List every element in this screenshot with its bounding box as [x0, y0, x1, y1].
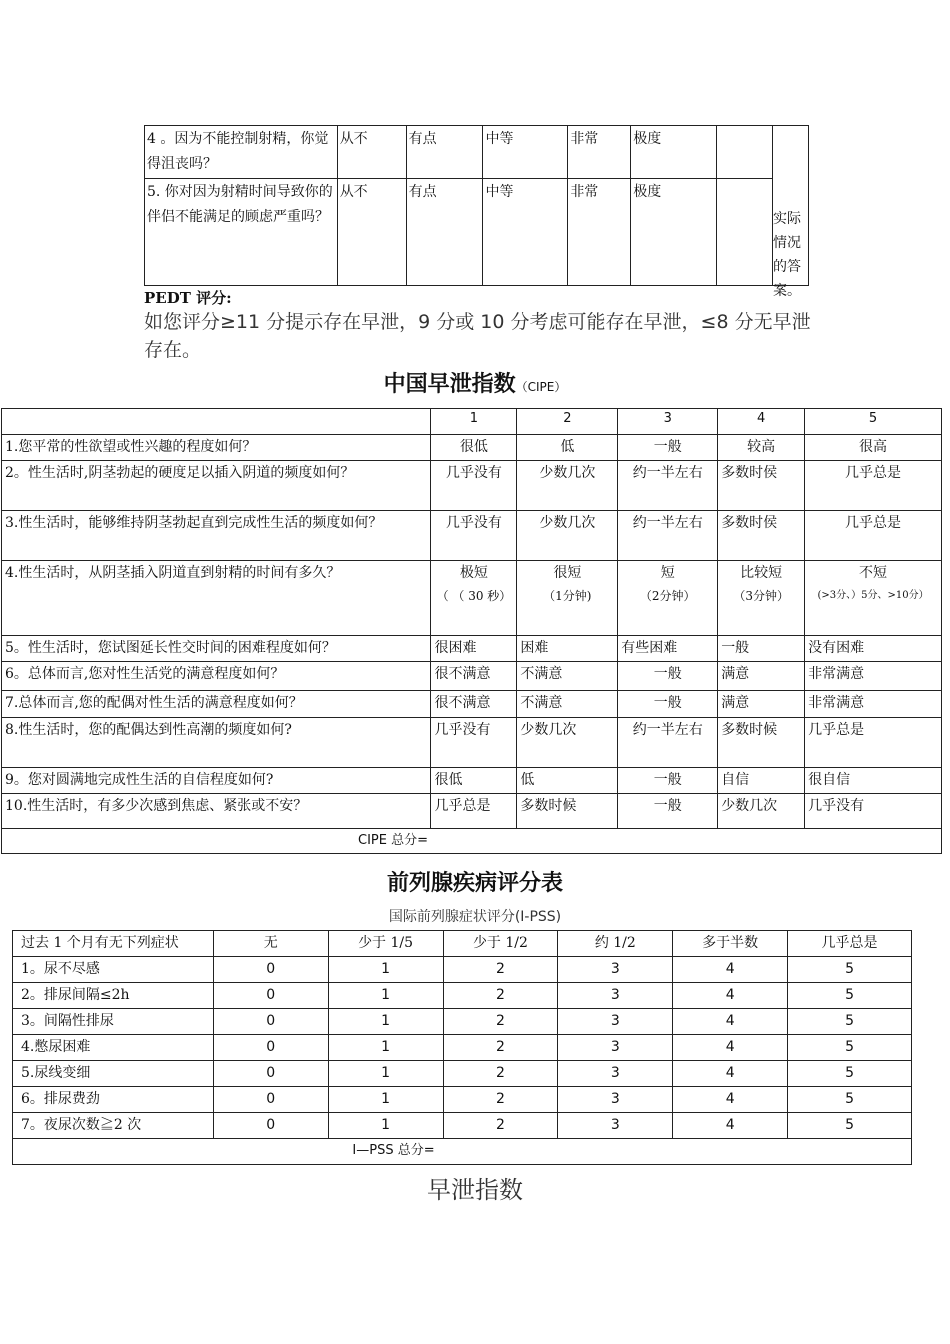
- cipe-answer-text: 短: [660, 565, 675, 581]
- pedt-option: 极度: [631, 179, 717, 286]
- cipe-total: CIPE 总分=: [2, 829, 942, 854]
- ipss-header: 过去 1 个月有无下列症状: [13, 931, 214, 957]
- cipe-answer-text: 很短: [553, 565, 582, 581]
- ipss-value: 5: [788, 1035, 912, 1061]
- ipss-value: 0: [213, 1061, 328, 1087]
- cipe-question: 9。您对圆满地完成性生活的自信程度如何?: [2, 768, 431, 794]
- cipe-answer: [805, 561, 942, 636]
- cipe-answer-sub: （ （ 30 秒）: [436, 589, 512, 603]
- pedt-option: 有点: [406, 179, 483, 286]
- cipe-answer: 非常满意: [805, 662, 942, 691]
- cipe-answer: 一般: [618, 691, 718, 718]
- table-row: [13, 983, 912, 1009]
- table-row: [2, 435, 942, 461]
- cipe-answer: 很低: [431, 435, 517, 461]
- cipe-question: 5。性生活时，您试图延长性交时间的困难程度如何？: [2, 636, 431, 662]
- pedt-score-cell: [717, 179, 773, 286]
- table-row: [13, 1113, 912, 1139]
- table-row: [2, 636, 942, 662]
- ipss-value: 0: [213, 1009, 328, 1035]
- table-row: [13, 957, 912, 983]
- cipe-question: 8.性生活时，您的配偶达到性高潮的频度如何?: [2, 718, 431, 768]
- ipss-value: 1: [328, 1113, 443, 1139]
- pedt-option: 中等: [483, 126, 568, 179]
- cipe-header: 4: [718, 409, 805, 435]
- ipss-value: 2: [443, 1087, 558, 1113]
- ipss-value: 5: [788, 957, 912, 983]
- ipss-value: 2: [443, 983, 558, 1009]
- cipe-answer: 困难: [517, 636, 618, 662]
- ipss-symptom: 7。夜尿次数≧2 次: [13, 1113, 214, 1139]
- cipe-question: 10.性生活时，有多少次感到焦虑、紧张或不安？: [2, 794, 431, 829]
- cipe-answer: 非常满意: [805, 691, 942, 718]
- pedt-option: 中等: [483, 179, 568, 286]
- cipe-answer: 较高: [718, 435, 805, 461]
- pedt-option: 有点: [406, 126, 483, 179]
- ipss-value: 2: [443, 1113, 558, 1139]
- table-row: [13, 1035, 912, 1061]
- cipe-answer: 一般: [618, 794, 718, 829]
- ipss-value: 1: [328, 1061, 443, 1087]
- cipe-answer-text: 约一半左右: [632, 722, 703, 738]
- ipss-value: 0: [213, 983, 328, 1009]
- ipss-value: 4: [673, 957, 788, 983]
- ipss-symptom: 4.憋尿困难: [13, 1035, 214, 1061]
- ipss-header-row: [13, 931, 912, 957]
- pedt-option: 从不: [337, 126, 406, 179]
- cipe-answer: [618, 561, 718, 636]
- cipe-answer: [431, 561, 517, 636]
- ipss-header: 几乎总是: [788, 931, 912, 957]
- cipe-question: 2。性生活时,阴茎勃起的硬度足以插入阴道的频度如何？: [2, 461, 431, 511]
- cipe-question: 7.总体而言,您的配偶对性生活的满意程度如何？: [2, 691, 431, 718]
- cipe-answer: 几乎没有: [431, 718, 517, 768]
- pedt-option: 从不: [337, 179, 406, 286]
- ipss-subtitle: 国际前列腺症状评分(I-PSS): [388, 909, 562, 925]
- ipss-header: 无: [213, 931, 328, 957]
- ipss-value: 0: [213, 1087, 328, 1113]
- table-row: [2, 662, 942, 691]
- pedt-question: 5. 你对因为射精时间导致你的伴侣不能满足的顾虑严重吗？: [145, 179, 338, 286]
- cipe-answer: 自信: [718, 768, 805, 794]
- ipss-value: 5: [788, 1113, 912, 1139]
- cipe-answer: 几乎总是: [805, 718, 942, 768]
- ipss-value: 3: [558, 957, 673, 983]
- cipe-answer: 多数时候: [517, 794, 618, 829]
- ipss-symptom: 3。间隔性排尿: [13, 1009, 214, 1035]
- ipss-symptom: 6。排尿费劲: [13, 1087, 214, 1113]
- ipss-value: 4: [673, 1009, 788, 1035]
- table-row: [13, 1009, 912, 1035]
- ipss-symptom: 2。排尿间隔≤2h: [13, 983, 214, 1009]
- cipe-question: 6。总体而言,您对性生活党的满意程度如何？: [2, 662, 431, 691]
- cipe-answer: 几乎没有: [431, 511, 517, 561]
- table-row: [13, 1087, 912, 1113]
- ipss-value: 5: [788, 1087, 912, 1113]
- cipe-answer: 没有困难: [805, 636, 942, 662]
- cipe-answer: 很低: [431, 768, 517, 794]
- ipss-value: 3: [558, 1087, 673, 1113]
- ipss-symptom: 1。尿不尽感: [13, 957, 214, 983]
- cipe-answer: 很自信: [805, 768, 942, 794]
- cipe-answer: 几乎总是: [431, 794, 517, 829]
- ipss-value: 2: [443, 957, 558, 983]
- ipss-value: 5: [788, 1009, 912, 1035]
- cipe-answer: [517, 561, 618, 636]
- cipe-answer: [618, 718, 718, 768]
- cipe-answer: [618, 461, 718, 511]
- cipe-answer-text: 比较短: [740, 565, 783, 581]
- cipe-answer: 低: [517, 768, 618, 794]
- cipe-header: 2: [517, 409, 618, 435]
- cipe-answer: 很不满意: [431, 691, 517, 718]
- ipss-value: 1: [328, 1035, 443, 1061]
- cipe-answer: 很困难: [431, 636, 517, 662]
- ipss-header: 少于 1/5: [328, 931, 443, 957]
- cipe-answer: 少数几次: [718, 794, 805, 829]
- pedt-score-label: PEDT 评分:: [144, 289, 232, 307]
- cipe-title: 中国早泄指数: [383, 371, 516, 397]
- table-row: [2, 718, 942, 768]
- cipe-heading: [0, 367, 950, 398]
- cipe-answer: 几乎没有: [431, 461, 517, 511]
- cipe-question: 3.性生活时，能够维持阴茎勃起直到完成性生活的频度如何？: [2, 511, 431, 561]
- cipe-answer: 有些困难: [618, 636, 718, 662]
- ipss-value: 2: [443, 1061, 558, 1087]
- cipe-answer: 多数时侯: [718, 511, 805, 561]
- cipe-answer: 多数时候: [718, 718, 805, 768]
- ipss-value: 1: [328, 957, 443, 983]
- ipss-table: [12, 930, 912, 1165]
- table-row: [2, 511, 942, 561]
- cipe-answer: 满意: [718, 691, 805, 718]
- ipss-value: 3: [558, 1009, 673, 1035]
- cipe-answer-text: 约一半左右: [632, 465, 703, 481]
- ipss-value: 3: [558, 1061, 673, 1087]
- cipe-answer: 几乎总是: [805, 511, 942, 561]
- ipss-value: 4: [673, 1035, 788, 1061]
- pedt-note: 如您评分≥11 分提示存在早泄，9 分或 10 分考虑可能存在早泄，≤8 分无早泄存在。: [144, 311, 811, 361]
- pedt-score-cell: [717, 126, 773, 179]
- table-row: [2, 561, 942, 636]
- bottom-title: 早泄指数: [427, 1176, 523, 1204]
- ipss-value: 1: [328, 1009, 443, 1035]
- cipe-answer: [718, 561, 805, 636]
- pedt-option: 极度: [631, 126, 717, 179]
- ipss-header: 多于半数: [673, 931, 788, 957]
- cipe-question: 1.您平常的性欲望或性兴趣的程度如何？: [2, 435, 431, 461]
- table-row: [2, 691, 942, 718]
- ipss-value: 2: [443, 1009, 558, 1035]
- cipe-answer: 少数几次: [517, 718, 618, 768]
- ipss-value: 0: [213, 1113, 328, 1139]
- ipss-title: 前列腺疾病评分表: [386, 870, 563, 896]
- ipss-value: 1: [328, 983, 443, 1009]
- cipe-answer-text: 不短: [859, 565, 888, 581]
- pedt-question: 4 。因为不能控制射精，你觉得沮丧吗？: [145, 126, 338, 179]
- cipe-answer: 不满意: [517, 662, 618, 691]
- cipe-answer-sub: （1分钟): [543, 589, 592, 603]
- table-row: [2, 829, 942, 854]
- pedt-side-note: 实际情况的答案。: [773, 211, 801, 299]
- pedt-row: [145, 179, 809, 286]
- ipss-value: 5: [788, 1061, 912, 1087]
- ipss-value: 4: [673, 1113, 788, 1139]
- table-row: [13, 1061, 912, 1087]
- cipe-answer: 一般: [618, 662, 718, 691]
- ipss-value: 3: [558, 1113, 673, 1139]
- ipss-value: 4: [673, 983, 788, 1009]
- cipe-table: [1, 408, 942, 854]
- cipe-answer: 几乎没有: [805, 794, 942, 829]
- ipss-header: 约 1/2: [558, 931, 673, 957]
- cipe-answer-text: 约一半左右: [632, 515, 703, 531]
- pedt-table: [144, 125, 809, 286]
- cipe-answer-text: 极短: [459, 565, 488, 581]
- cipe-answer: 多数时侯: [718, 461, 805, 511]
- cipe-title-sub: （CIPE）: [515, 380, 567, 394]
- cipe-answer: 一般: [618, 435, 718, 461]
- cipe-answer-sub: (>3分、）5分、>10分）: [817, 590, 929, 601]
- table-row: [2, 794, 942, 829]
- table-row: [2, 461, 942, 511]
- pedt-option: 非常: [568, 179, 631, 286]
- cipe-header: 5: [805, 409, 942, 435]
- cipe-answer: 满意: [718, 662, 805, 691]
- cipe-answer: 不满意: [517, 691, 618, 718]
- cipe-answer: 很高: [805, 435, 942, 461]
- ipss-value: 4: [673, 1087, 788, 1113]
- ipss-header: 少于 1/2: [443, 931, 558, 957]
- cipe-answer: 低: [517, 435, 618, 461]
- cipe-answer: 很不满意: [431, 662, 517, 691]
- cipe-answer: [618, 511, 718, 561]
- table-row: [13, 1139, 912, 1165]
- pedt-option: 非常: [568, 126, 631, 179]
- cipe-header: 1: [431, 409, 517, 435]
- cipe-answer: 少数几次: [517, 461, 618, 511]
- ipss-value: 0: [213, 1035, 328, 1061]
- ipss-value: 2: [443, 1035, 558, 1061]
- cipe-question: 4.性生活时，从阴茎插入阴道直到射精的时间有多久？: [2, 561, 431, 636]
- ipss-value: 3: [558, 1035, 673, 1061]
- ipss-total: I—PSS 总分=: [13, 1139, 912, 1165]
- pedt-row: [145, 126, 809, 179]
- cipe-answer: 少数几次: [517, 511, 618, 561]
- ipss-value: 1: [328, 1087, 443, 1113]
- cipe-answer-sub: （3分钟）: [733, 589, 789, 603]
- ipss-value: 0: [213, 957, 328, 983]
- cipe-header: 3: [618, 409, 718, 435]
- ipss-value: 3: [558, 983, 673, 1009]
- cipe-header-row: [2, 409, 942, 435]
- ipss-value: 5: [788, 983, 912, 1009]
- cipe-answer-sub: （2分钟）: [639, 589, 696, 603]
- table-row: [2, 768, 942, 794]
- ipss-value: 4: [673, 1061, 788, 1087]
- ipss-symptom: 5.尿线变细: [13, 1061, 214, 1087]
- cipe-answer: 一般: [718, 636, 805, 662]
- cipe-answer: 一般: [618, 768, 718, 794]
- cipe-answer: 几乎总是: [805, 461, 942, 511]
